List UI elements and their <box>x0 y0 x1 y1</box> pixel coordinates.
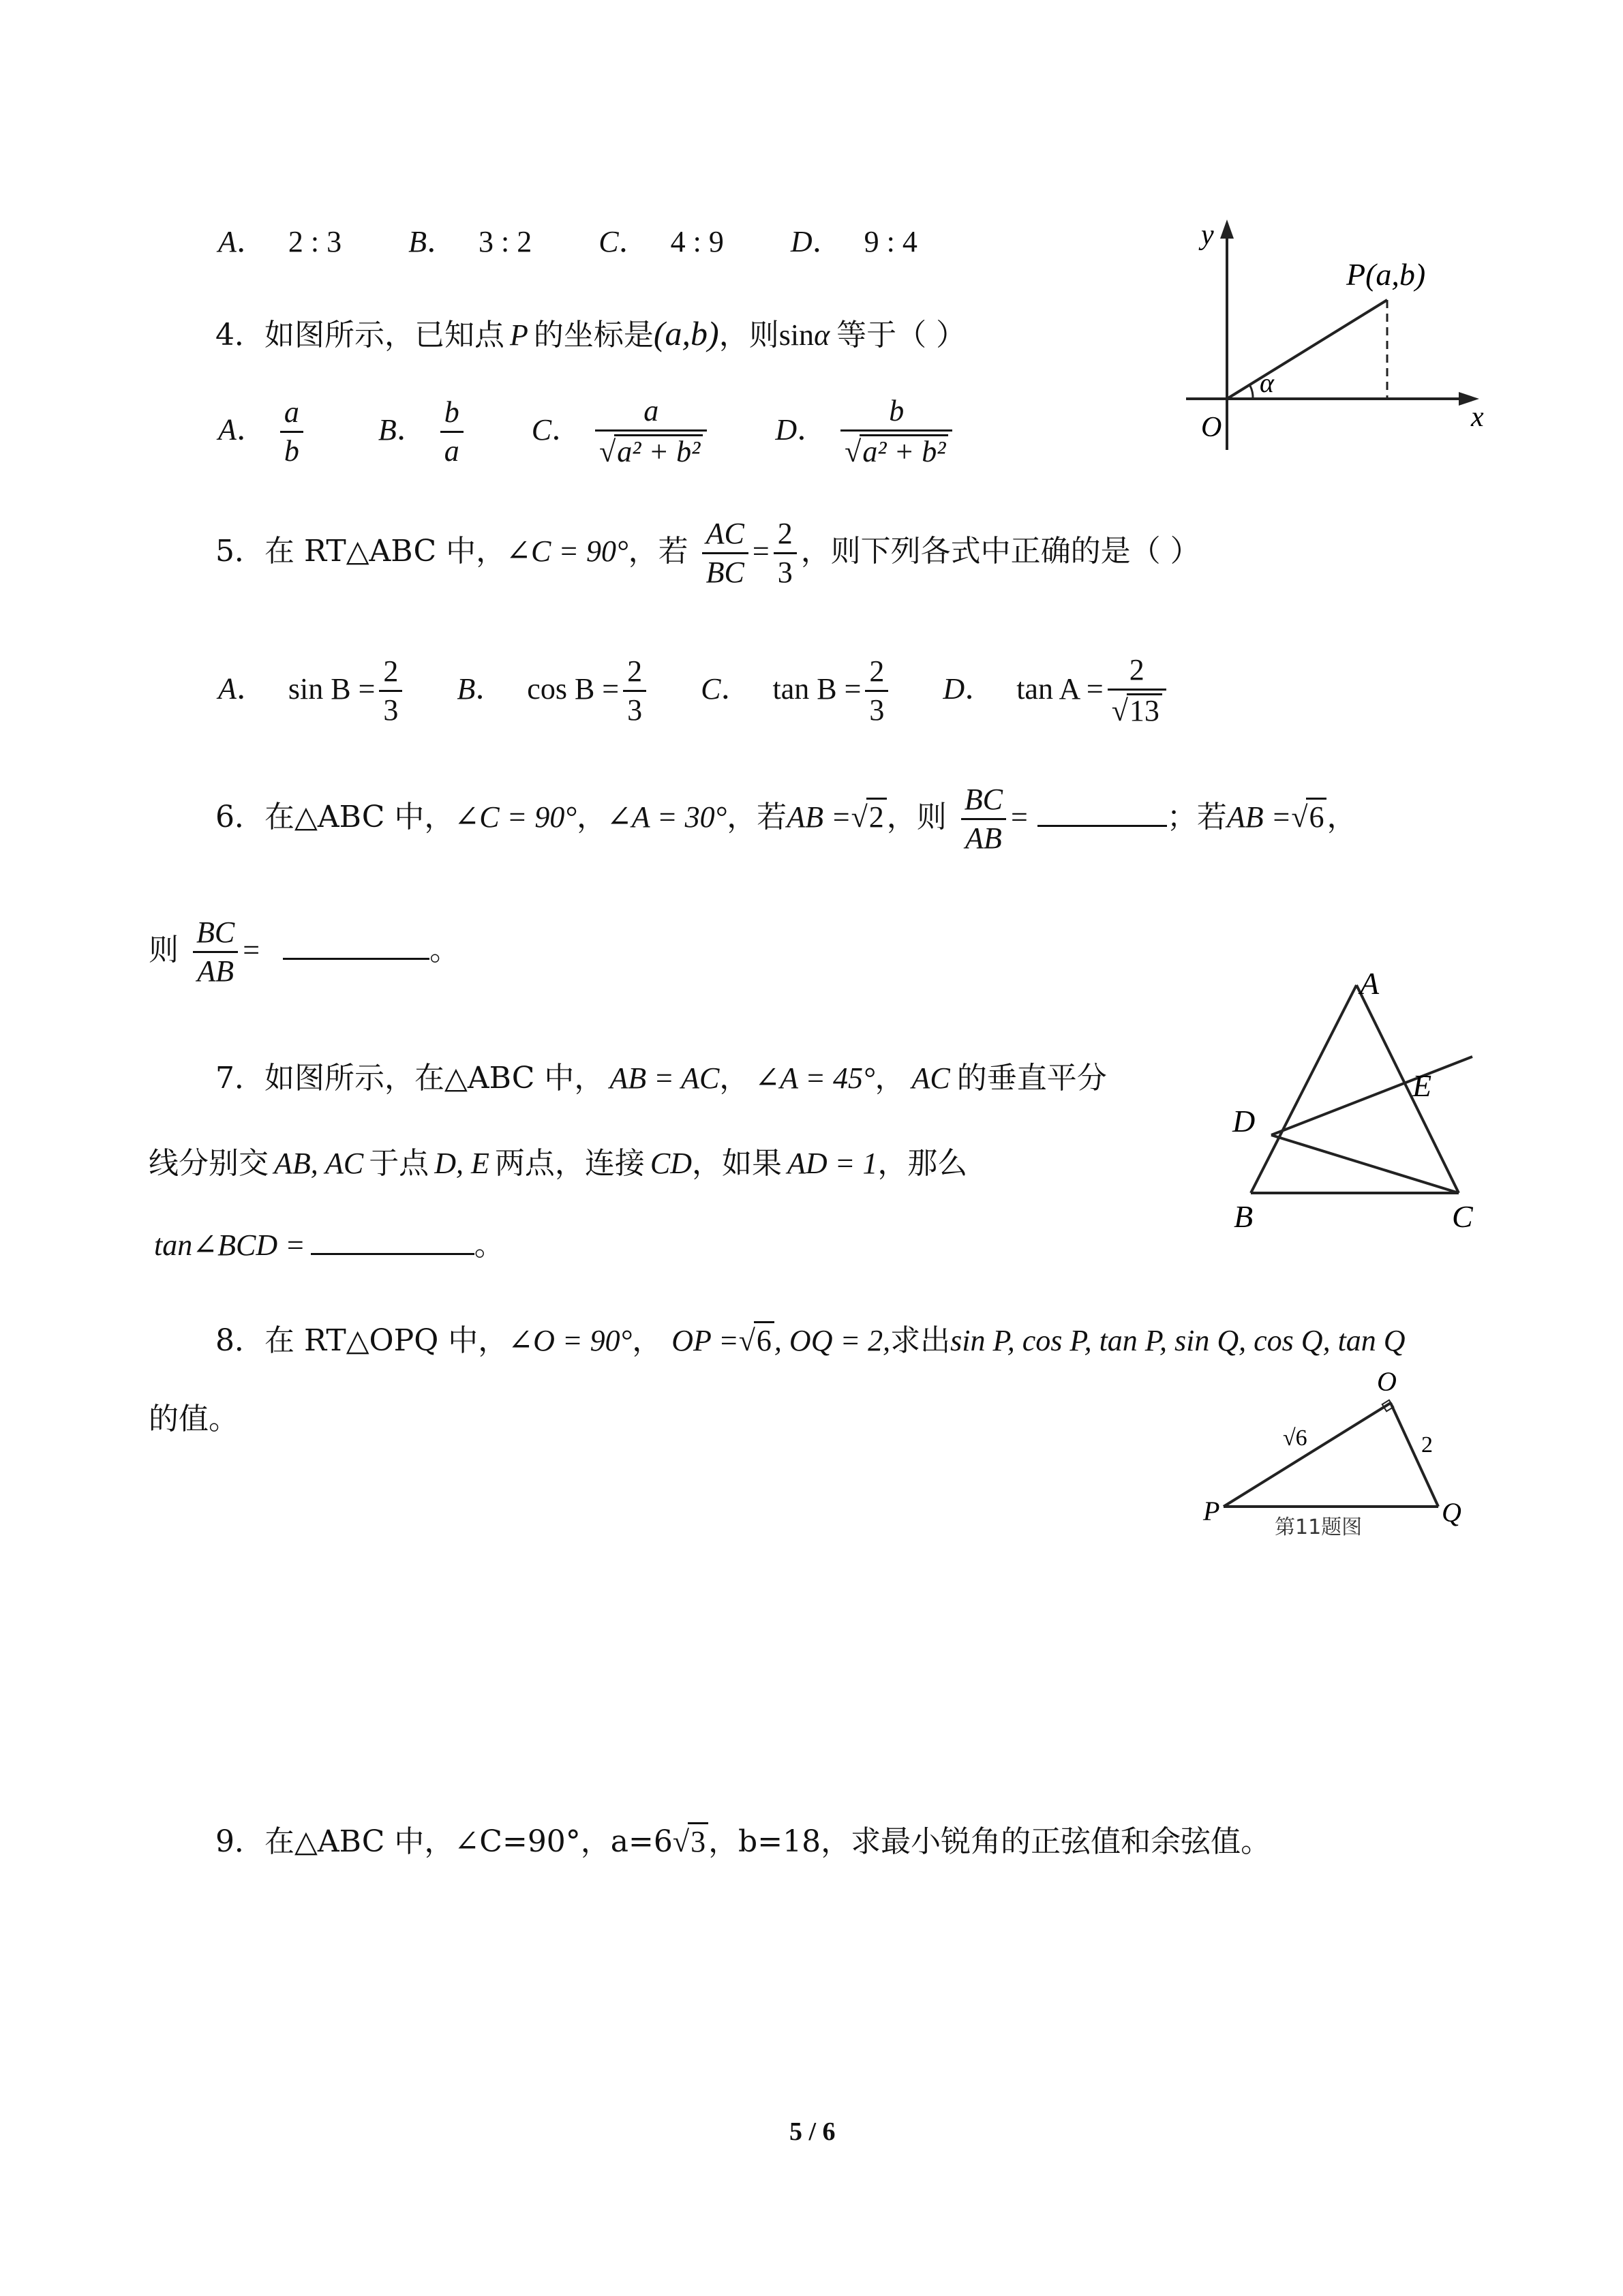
q7-fig-e-label: E <box>1412 1068 1432 1103</box>
q8-stem: 8．在 RT△OPQ 中，∠O = 90°， OP =√6, OQ = 2,求出sin P, cos P, tan P, sin Q, cos Q, tan Q <box>215 1316 1406 1359</box>
q4-option-d-num: b <box>889 394 905 427</box>
q4-option-a-letter: A <box>218 412 237 447</box>
q6-answer-blank-2[interactable] <box>283 958 429 960</box>
q7-fig-b-label: B <box>1234 1199 1254 1234</box>
q7-fig-c-label: C <box>1452 1199 1473 1234</box>
q4-coord: (a,b) <box>653 314 719 352</box>
q5-text-3: ，则下列各式中正确的是（ ） <box>800 534 1200 569</box>
q3-options: A． 2 : 3 B． 3 : 2 C． 4 : 9 D． 9 : 4 <box>218 224 917 259</box>
q8-line-2 <box>149 1394 239 1438</box>
q5-angle: ∠C = 90° <box>506 534 628 569</box>
q6-angle-c: ∠C = 90° <box>454 800 577 834</box>
q5-value-den: 3 <box>774 552 797 588</box>
q7-sep-2: ， <box>875 1061 905 1096</box>
q6-ratio-num-1: BC <box>964 783 1003 816</box>
q8-text-3: 求出 <box>890 1323 951 1358</box>
q5-ratio-den: BC <box>702 552 748 588</box>
q3-option-d-letter: D <box>790 225 813 258</box>
q5-option-d-fn: tan A = <box>1016 671 1104 706</box>
q4-option-d-frac <box>840 395 952 468</box>
q9-number: 9． <box>215 1824 264 1859</box>
q5-option-a-den: 3 <box>379 690 402 726</box>
q9-text-1: 在△ABC 中，∠C=90°，a=6 <box>264 1824 673 1859</box>
q5-option-d-frac <box>1108 654 1166 727</box>
q6-text-4: ；若 <box>1166 800 1227 835</box>
q5-option-b-letter: B <box>457 671 476 706</box>
q4-option-d-den-wrap: √a² + b² <box>840 429 952 468</box>
q4-option-b-letter: B <box>378 412 397 447</box>
q7-line2-a: 线分别交 <box>149 1146 269 1181</box>
q6-equals-1: = <box>1011 800 1028 834</box>
q4-alpha: α <box>814 318 830 352</box>
q5-option-a-fn: sin B = <box>288 671 376 706</box>
q5-stem <box>215 518 1200 588</box>
q6-equals-2: = <box>243 933 260 967</box>
q6-end: 。 <box>429 933 460 968</box>
q7-cd: CD <box>650 1147 692 1180</box>
q6-ratio-den-1: AB <box>961 818 1006 854</box>
q4-fig-origin-label: O <box>1201 412 1222 443</box>
q6-ratio-num-2: BC <box>196 916 235 949</box>
q4-stem <box>215 310 966 354</box>
q7-de: D, E <box>434 1147 489 1180</box>
q4-fig-p-label: P(a,b) <box>1346 257 1426 292</box>
q7-ac: AC <box>911 1061 950 1095</box>
q3-option-b-letter: B <box>408 225 427 258</box>
q4-coordinate-figure <box>1172 211 1486 470</box>
q6-ab-1: AB = <box>787 800 851 834</box>
q4-option-a-frac <box>280 397 303 467</box>
q5-option-a-letter: A <box>218 671 237 706</box>
q9-stem: 9．在△ABC 中，∠C=90°，a=6√3，b=18，求最小锐角的正弦值和余弦值。 <box>215 1817 1271 1860</box>
q6-ratio-frac-1 <box>960 784 1007 854</box>
q5-option-b-frac <box>623 656 646 726</box>
q4-option-d-letter: D <box>775 412 798 447</box>
q5-option-b-den: 3 <box>623 690 646 726</box>
q7-text-2: 的垂直平分 <box>956 1061 1107 1096</box>
q7-line2-b: 于点 <box>369 1146 429 1181</box>
q5-option-d-num: 2 <box>1129 653 1144 686</box>
q6-number: 6． <box>215 800 264 835</box>
q3-option-b: 3 : 2 <box>479 225 532 258</box>
q5-option-c-fn: tan B = <box>772 671 862 706</box>
q4-option-c-den: a² + b² <box>614 434 703 468</box>
q4-text-2: 的坐标是 <box>533 318 654 352</box>
q8-op: OP = <box>671 1324 739 1357</box>
q7-tan: tan∠BCD = <box>154 1228 305 1262</box>
q4-option-c-letter: C <box>531 412 552 447</box>
q5-option-c-frac <box>865 656 888 726</box>
q4-option-b-den: a <box>440 431 464 467</box>
q7-fig-a-label: A <box>1360 966 1380 1001</box>
q5-text-2: ，若 <box>628 534 688 569</box>
q6-text-3: ，则 <box>886 800 947 835</box>
q6-text-2: ，若 <box>727 800 787 835</box>
q6-angle-a: ∠A = 30° <box>606 800 727 834</box>
q8-number: 8． <box>215 1323 264 1358</box>
q4-text-4: 等于（ ） <box>836 318 967 352</box>
q7-triangle-figure <box>1220 961 1493 1234</box>
page-number: 5 / 6 <box>789 2117 836 2146</box>
q7-eq-1: AB = AC <box>609 1061 720 1095</box>
q5-option-d-den: 13 <box>1127 693 1162 727</box>
q9-text-2: ，b=18，求最小锐角的正弦值和余弦值。 <box>708 1824 1271 1859</box>
q6-root-1: 2 <box>866 798 887 834</box>
q7-line-3 <box>154 1220 504 1264</box>
q8-fig-side-op: √6 <box>1283 1425 1307 1451</box>
q7-text-1: 如图所示，在△ABC 中， <box>264 1061 605 1096</box>
q4-option-d-den: a² + b² <box>860 434 948 468</box>
q8-text-1: 在 RT△OPQ 中， <box>264 1323 509 1358</box>
q4-sin: sin <box>778 318 815 352</box>
q7-line2-d: ，如果 <box>691 1146 782 1181</box>
q5-option-a-num: 2 <box>383 654 399 688</box>
q4-option-c-frac <box>595 395 707 468</box>
q7-end: 。 <box>474 1228 504 1263</box>
q4-option-b-frac <box>440 397 464 467</box>
q6-root-2: 6 <box>1306 798 1326 834</box>
q8-fig-q-label: Q <box>1442 1497 1461 1528</box>
q8-fig-side-oq: 2 <box>1421 1432 1433 1457</box>
q4-text-1: 如图所示，已知点 <box>264 318 504 352</box>
q7-fig-d-label: D <box>1232 1104 1256 1138</box>
q5-value-frac <box>774 518 797 588</box>
q3-option-d: 9 : 4 <box>864 225 917 258</box>
q8-fig-o-label: O <box>1377 1366 1397 1397</box>
q3-option-c: 4 : 9 <box>670 225 724 258</box>
q7-line2-e: ，那么 <box>877 1146 968 1181</box>
q5-number: 5． <box>215 534 264 569</box>
q4-option-a-den: b <box>280 431 303 467</box>
q9-root: 3 <box>688 1822 708 1859</box>
q7-line-2 <box>149 1138 967 1182</box>
q3-option-a: 2 : 3 <box>288 225 342 258</box>
q3-option-c-letter: C <box>598 225 619 258</box>
q7-stem <box>215 1053 1107 1097</box>
q7-eq-2: ∠A = 45° <box>755 1061 875 1095</box>
q5-option-c-letter: C <box>701 671 721 706</box>
q7-line2-c: 两点，连接 <box>494 1146 645 1181</box>
q8-root: 6 <box>754 1321 774 1358</box>
q8-angle: ∠O = 90° <box>508 1324 633 1357</box>
q7-ad: AD = 1 <box>787 1147 878 1180</box>
q7-abac: AB, AC <box>274 1147 364 1180</box>
q6-ab-2: AB = <box>1226 800 1292 834</box>
q4-option-c-num: a <box>643 394 659 427</box>
q5-option-d-den-wrap: √13 <box>1108 689 1166 727</box>
q8-fig-caption: 第11题图 <box>1275 1515 1363 1539</box>
q8-funcs: sin P, cos P, tan P, sin Q, cos Q, tan Q <box>950 1324 1406 1357</box>
q6-stem: 6．在△ABC 中，∠C = 90°，∠A = 30°，若AB =√2，则 $\frac{BC}{AB}$ = ；若AB =√6， <box>215 783 1357 856</box>
q4-option-a-num: a <box>284 395 299 429</box>
q4-fig-alpha-label: α <box>1260 367 1274 398</box>
q5-value-num: 2 <box>777 517 793 550</box>
q7-number: 7． <box>215 1061 264 1096</box>
q4-fig-y-label: y <box>1201 220 1214 251</box>
q4-point: P <box>510 318 528 352</box>
q6-ratio-den-2: AB <box>193 951 238 987</box>
q4-fig-x-label: x <box>1471 402 1484 433</box>
q4-number: 4． <box>215 318 264 352</box>
q4-options: A． $\frac{a}{b}$ B． $\frac{b}{a}$ C． $\frac{a}{\text{√a² + b²}}$ D． $\frac{b}{\text{√a² + b²}}$ <box>218 395 956 468</box>
q5-ratio-frac <box>702 518 748 588</box>
q4-text-3: ，则 <box>718 318 779 352</box>
q7-answer-blank[interactable] <box>311 1253 474 1255</box>
q4-option-c-den-wrap: √a² + b² <box>595 429 707 468</box>
q8-fig-p-label: P <box>1203 1496 1220 1526</box>
q5-option-b-fn: cos B = <box>527 671 620 706</box>
q6-then: 则 <box>149 933 179 968</box>
q8-oq: , OQ = 2, <box>774 1324 891 1357</box>
q6-line-2 <box>149 917 459 987</box>
q6-answer-blank-1[interactable] <box>1037 825 1167 827</box>
q6-comma: ， <box>1326 800 1357 835</box>
q6-text-1: 在△ABC 中， <box>264 800 455 835</box>
q5-option-b-num: 2 <box>627 654 643 688</box>
q7-sep: ， <box>719 1061 750 1096</box>
q5-option-c-den: 3 <box>865 690 888 726</box>
q8-line2: 的值。 <box>149 1402 239 1436</box>
q5-option-a-frac <box>379 656 402 726</box>
q6-ratio-frac-2 <box>192 917 239 987</box>
q5-equals: = <box>752 534 770 569</box>
q6-sep: ， <box>576 800 607 835</box>
q4-option-b-num: b <box>444 395 459 429</box>
q5-text-1: 在 RT△ABC 中， <box>264 534 506 569</box>
q5-option-c-num: 2 <box>869 654 885 688</box>
q5-options: A． sin B = $\frac{2}{3}$ B． cos B = $\frac{2}{3}$ C． tan B = $\frac{2}{3}$ D． tan A = $\frac{2}{√13}$ <box>218 654 1170 727</box>
q8-text-2: ， <box>632 1323 663 1358</box>
q8-fig-side-op-value: 6 <box>1295 1425 1307 1451</box>
q5-ratio-num: AC <box>706 517 744 550</box>
q8-triangle-figure <box>1200 1363 1493 1547</box>
q5-option-d-letter: D <box>943 671 965 706</box>
q3-option-a-letter: A <box>218 225 237 258</box>
